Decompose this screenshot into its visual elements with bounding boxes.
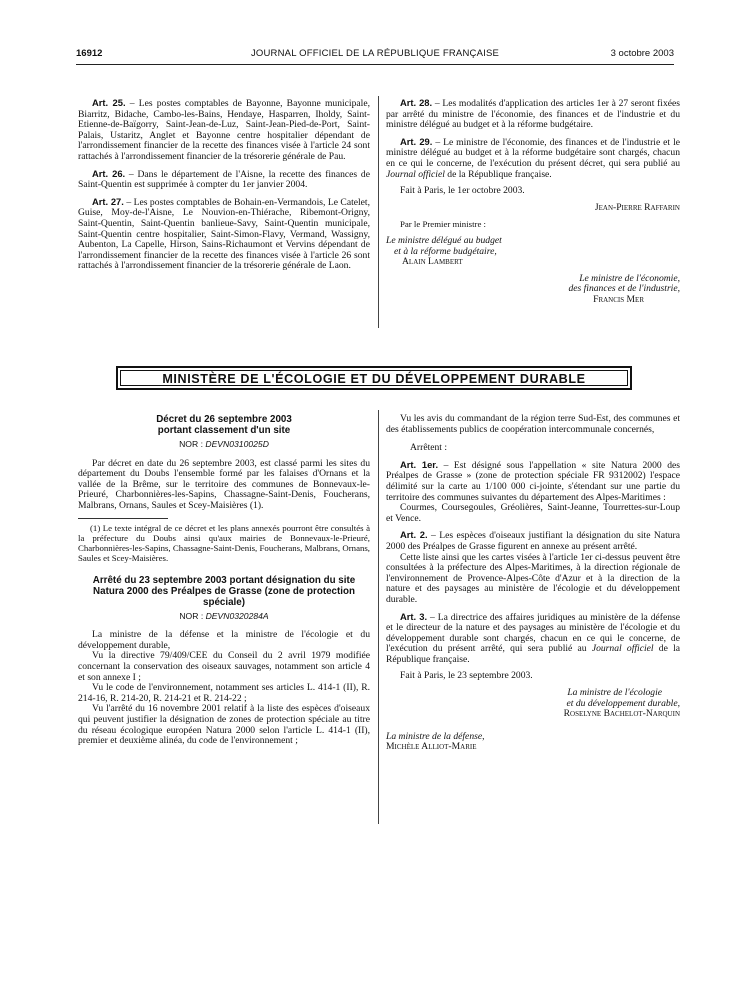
journal-title: JOURNAL OFFICIEL DE LA RÉPUBLIQUE FRANÇAISE [250, 48, 500, 59]
decret-body: Par décret en date du 26 septembre 2003, est classé parmi les sites du département du Doubs l'ensemble formé par les falaises d'Ornans et la vallée de la Brême, sur le territoire des communes de Bonnevaux-le-Prieuré, Charbonnières-les-Sapins, Chassagne-Saint-Denis, Foucherans, Malbrans, Ornans, Saules et Scey-Maisières (1). [78, 457, 370, 511]
decret-footnote: (1) Le texte intégral de ce décret et les plans annexés pourront être consultés à la préfecture du Doubs ainsi qu'aux mairies de Bonnevaux-le-Prieuré, Charbonnières-les-Sapins, Chassagne-Saint-Denis, Foucherans, Malbrans, Ornans, Saules et Scey-Maisières. [78, 522, 370, 563]
column-divider-top [378, 96, 379, 328]
decret-title-line2: portant classement d'un site [157, 425, 291, 436]
arrete-title-line2: Natura 2000 des Préalpes de Grasse (zone de protection [93, 585, 355, 597]
ministre-eco-line2: des finances et de l'industrie, [568, 283, 680, 295]
sig-defense-line1: La ministre de la défense, [386, 730, 485, 742]
bottom-left-column [78, 414, 370, 747]
arrete-vu-arrete: Vu l'arrêté du 16 novembre 2001 relatif à la liste des espèces d'oiseaux qui peuvent justifier la désignation de zones de protection spéciale au titre du réseau écologique européen Natura 2000 selon l'article L. 414-1 (II), premier et deuxième alinéa, du code de l'environnement ; [78, 703, 370, 747]
arrete-title-line1: Arrêté du 23 septembre 2003 portant désignation du site [92, 574, 356, 586]
page-number: 16912 [76, 48, 103, 59]
article-29: Art. 29. – Le ministre de l'économie, des finances et de l'industrie et le ministre délégué au budget et à la réforme budgétaire sont chargés, chacun en ce qui le concerne, de l'exécution du présent décret, qui sera publié au Journal officiel de la République française. [386, 135, 680, 180]
article-26: Art. 26. – Dans le département de l'Aisne, la recette des finances de Saint-Quentin est supprimée à compter du 1er janvier 2004. [78, 167, 370, 191]
ministre-delegue-name: Alain Lambert [402, 256, 463, 268]
arrete-vu-avis: Vu les avis du commandant de la région terre Sud-Est, des communes et des établissements publics de coopération intercommunale concernés, [386, 413, 680, 435]
fait-a-paris-2: Fait à Paris, le 23 septembre 2003. [400, 670, 533, 682]
ministre-delegue-line2: et à la réforme budgétaire, [394, 245, 497, 257]
page-header [76, 48, 674, 64]
signatory-premier-ministre: Jean-Pierre Raffarin [594, 201, 680, 213]
arrete-title-line3: spéciale) [203, 596, 245, 608]
article-25: Art. 25. – Les postes comptables de Bayonne, Bayonne municipale, Biarritz, Bidache, Cambo-les-Bains, Hendaye, Hasparren, Iholdy, Saint-Etienne-de-Baïgorry, Saint-Jean-de-Luz, Saint-Jean-Pied-de-Port, Saint-Palais, Ustaritz, Anglet et Bayonne centre hospitalier dépendant de l'arrondissement financier de la recette des finances visée à l'article 24 sont rattachés à l'arrondissement financier de la trésorerie générale de Pau. [78, 97, 370, 162]
arrete-communes: Courmes, Coursegoules, Gréolières, Saint-Jeanne, Tourrettes-sur-Loup et Vence. [386, 502, 680, 524]
article-28: Art. 28. – Les modalités d'application des articles 1er à 27 seront fixées par arrêté du ministre de l'économie, des finances et de l'industrie et du ministre délégué au budget et à la réforme budgétaire. [386, 97, 680, 131]
sig-ecologie-line2: et du développement durable, [566, 697, 680, 709]
ministry-title: MINISTÈRE DE L'ÉCOLOGIE ET DU DÉVELOPPEMENT DURABLE [162, 372, 586, 386]
arrete-article-1: Art. 1er. – Est désigné sous l'appellation « site Natura 2000 des Préalpes de Grasse » (zone de protection spéciale FR 9312002) l'espace délimité sur la carte au 1/100 000 ci-jointe, s'étendant sur une partie du territoire des communes suivantes du département des Alpes-Maritimes : [386, 458, 680, 503]
ministre-eco-name: Francis Mer [593, 293, 644, 305]
footnote-rule [78, 518, 168, 519]
arrete-vu-code: Vu le code de l'environnement, notamment ses articles L. 414-1 (II), R. 214-16, R. 214-20, R. 214-21 et R. 214-22 ; [78, 682, 370, 704]
issue-date: 3 octobre 2003 [610, 48, 674, 59]
decret-nor: NOR : DEVN0310025D [179, 439, 269, 449]
column-divider-bottom [378, 410, 379, 824]
decret-title-line1: Décret du 26 septembre 2003 [156, 414, 292, 425]
arrete-nor: NOR : DEVN0320284A [179, 610, 269, 621]
top-right-column [386, 98, 680, 306]
bottom-right-column [386, 414, 680, 753]
ministre-delegue-line1: Le ministre délégué au budget [386, 234, 502, 246]
sig-defense-name: Michèle Alliot-Marie [386, 741, 477, 753]
arrete-article-2: Art. 2. – Les espèces d'oiseaux justifiant la désignation du site Natura 2000 des Préalpes de Grasse figurent en annexe au présent arrêté. [386, 529, 680, 552]
arretent: Arrêtent : [410, 442, 448, 454]
fait-a-paris-1: Fait à Paris, le 1er octobre 2003. [400, 185, 525, 197]
header-rule [76, 64, 674, 65]
article-27: Art. 27. – Les postes comptables de Bohain-en-Vermandois, Le Catelet, Guise, Moy-de-l'Aisne, Le Nouvion-en-Thiérache, Ribemont-Origny, Saint-Quentin, Saint-Quentin banlieue-Savy, Saint-Quentin municipale, Saint-Quentin centre hospitalier, Saint-Simon-Flavy, Vermand, Wassigny, Aubenton, La Capelle, Hirson, Sains-Richaumont et Vervins dépendant de l'arrondissement financier de la recette des finances visée à l'article 26 sont rattachés à l'arrondissement financier de la trésorerie générale de Laon. [78, 195, 370, 272]
sig-ecologie-line1: La ministre de l'écologie [567, 687, 662, 699]
sig-ecologie-name: Roselyne Bachelot-Narquin [563, 708, 680, 720]
arrete-article-3: Art. 3. – La directrice des affaires juridiques au ministère de la défense et le directeur de la nature et des paysages au ministère de l'écologie et du développement durable sont chargés, chacun en ce qui le concerne, de l'exécution du présent arrêté, qui sera publié au Journal officiel de la République française. [386, 610, 680, 665]
arrete-vu-directive: Vu la directive 79/409/CEE du Conseil du 2 avril 1979 modifiée concernant la conservation des oiseaux sauvages, notamment son article 4 et son annexe I ; [78, 650, 370, 683]
par-le-premier-ministre: Par le Premier ministre : [400, 219, 486, 230]
ministre-eco-line1: Le ministre de l'économie, [579, 272, 680, 284]
arrete-article-2-p2: Cette liste ainsi que les cartes visées à l'article 1er ci-dessus peuvent être consultées à la préfecture des Alpes-Maritimes, à la direction régionale de l'environnement de Provence-Alpes-Côte d'Azur et à la direction de la nature et des paysages au ministère de l'écologie et du développement durable. [386, 551, 680, 605]
arrete-preamble: La ministre de la défense et la ministre de l'écologie et du développement durable, [78, 629, 370, 651]
top-left-column [78, 98, 370, 272]
ministry-banner [116, 366, 632, 390]
